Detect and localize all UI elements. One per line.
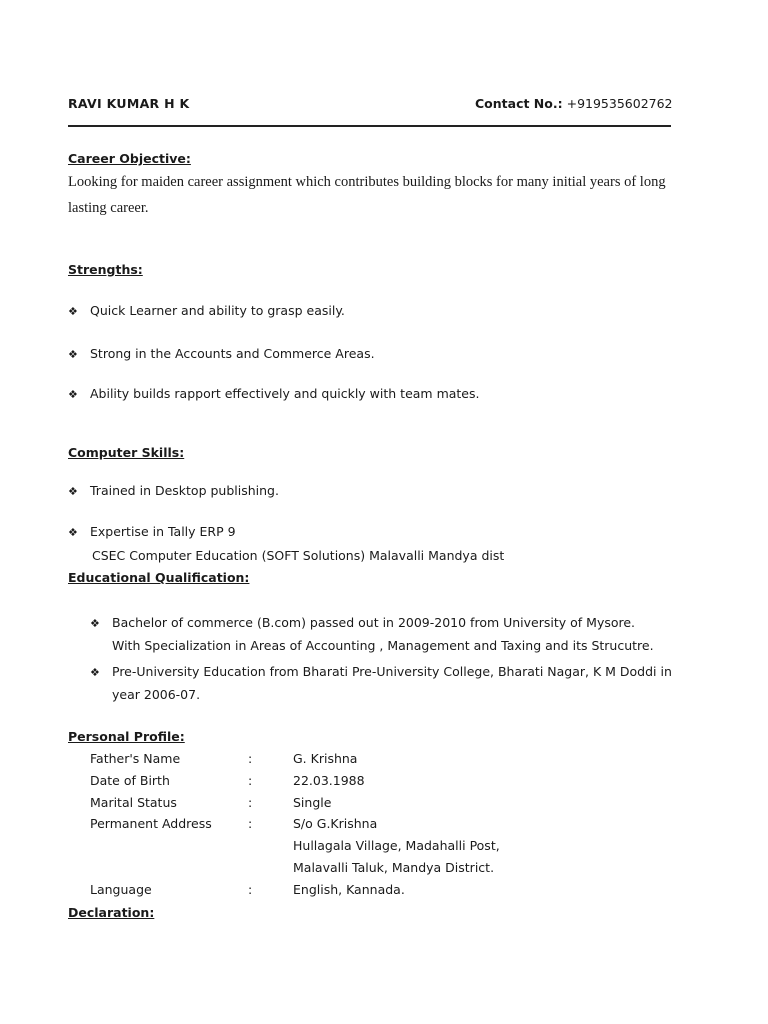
- list-item: ❖ Ability builds rapport effectively and quickly with team mates.: [68, 386, 480, 401]
- personal-profile-heading: Personal Profile:: [68, 729, 185, 744]
- applicant-name: RAVI KUMAR H K: [68, 96, 190, 111]
- profile-value: S/o G.Krishna: [293, 816, 378, 831]
- education-item-2-continued: year 2006-07.: [112, 687, 201, 702]
- header-rule: [68, 125, 671, 127]
- diamond-bullet-icon: ❖: [68, 388, 78, 401]
- list-item: ❖ Bachelor of commerce (B.com) passed out in 2009-2010 from University of Mysore.: [90, 615, 636, 630]
- list-item: ❖ Pre-University Education from Bharati Pre-University College, Bharati Nagar, K M Doddi in: [90, 664, 672, 679]
- contact-label: Contact No.:: [475, 96, 563, 111]
- profile-colon: :: [248, 795, 253, 810]
- list-item: ❖ Quick Learner and ability to grasp easily.: [68, 303, 345, 318]
- profile-value: English, Kannada.: [293, 882, 405, 897]
- declaration-heading: Declaration:: [68, 905, 155, 920]
- profile-value: 22.03.1988: [293, 773, 365, 788]
- profile-colon: :: [248, 816, 253, 831]
- diamond-bullet-icon: ❖: [68, 348, 78, 361]
- profile-label: Marital Status: [90, 795, 177, 810]
- education-heading: Educational Qualification:: [68, 570, 250, 585]
- list-item: ❖ Expertise in Tally ERP 9: [68, 524, 236, 539]
- list-item: ❖ Trained in Desktop publishing.: [68, 483, 279, 498]
- diamond-bullet-icon: ❖: [90, 666, 100, 679]
- profile-value: G. Krishna: [293, 751, 358, 766]
- diamond-bullet-icon: ❖: [90, 617, 100, 630]
- list-item: ❖ Strong in the Accounts and Commerce Areas.: [68, 346, 375, 361]
- career-objective-line-2: lasting career.: [68, 200, 149, 216]
- profile-label: Date of Birth: [90, 773, 170, 788]
- profile-address-line: Hullagala Village, Madahalli Post,: [293, 838, 500, 853]
- profile-label: Permanent Address: [90, 816, 212, 831]
- diamond-bullet-icon: ❖: [68, 485, 78, 498]
- computer-skills-institute: CSEC Computer Education (SOFT Solutions) Malavalli Mandya dist: [92, 548, 505, 563]
- diamond-bullet-icon: ❖: [68, 526, 78, 539]
- profile-label: Father's Name: [90, 751, 181, 766]
- career-objective-line-1: Looking for maiden career assignment which contributes building blocks for many initial years of long: [68, 174, 666, 190]
- profile-value: Single: [293, 795, 332, 810]
- profile-label: Language: [90, 882, 152, 897]
- profile-colon: :: [248, 751, 253, 766]
- profile-address-line: Malavalli Taluk, Mandya District.: [293, 860, 495, 875]
- contact-number: +919535602762: [566, 96, 673, 111]
- computer-skills-heading: Computer Skills:: [68, 445, 185, 460]
- contact-info: [475, 96, 673, 111]
- career-objective-heading: Career Objective:: [68, 151, 191, 166]
- profile-colon: :: [248, 773, 253, 788]
- diamond-bullet-icon: ❖: [68, 305, 78, 318]
- profile-colon: :: [248, 882, 253, 897]
- education-item-1-continued: With Specialization in Areas of Accounting , Management and Taxing and its Strucutre.: [112, 638, 654, 653]
- strengths-heading: Strengths:: [68, 262, 143, 277]
